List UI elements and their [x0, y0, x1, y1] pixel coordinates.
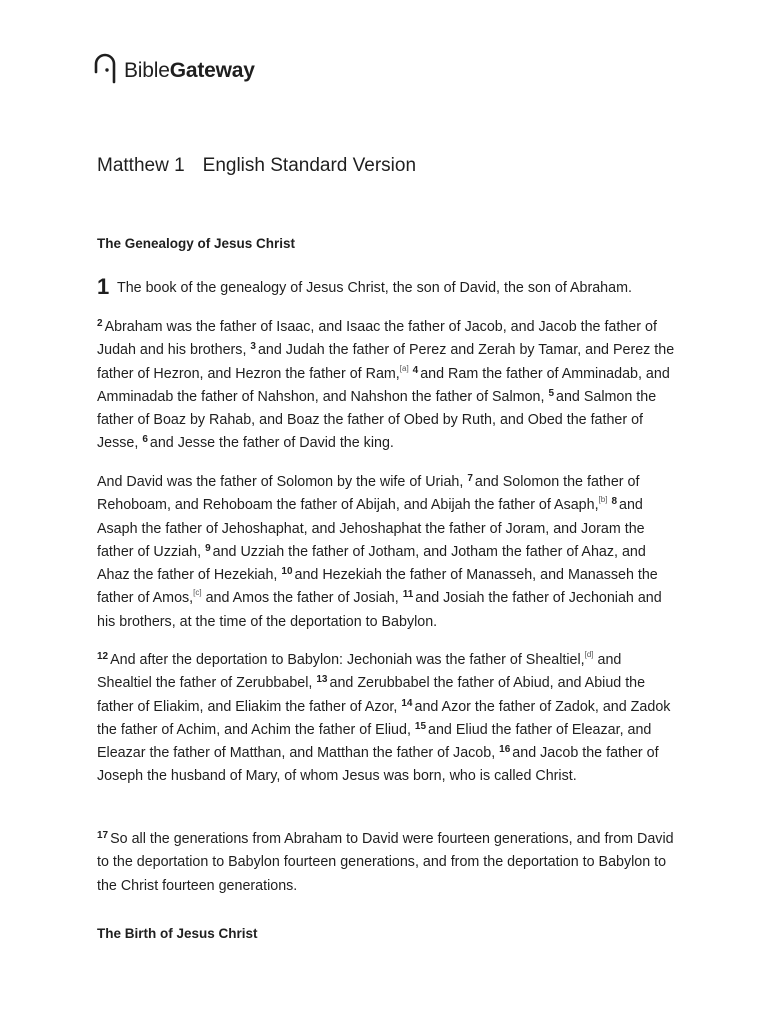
verse-text-2: Abraham was the father of Isaac, and Isaac the father of Jacob, and Jacob the father of Judah and his brothers, — [97, 319, 657, 359]
verse-number-12: 12 — [97, 651, 109, 662]
verse-number-17: 17 — [97, 830, 109, 841]
verse-text-12b: and Shealtiel the father of Zerubbabel, — [97, 652, 622, 692]
verse-text-1: The book of the genealogy of Jesus Christ, the son of David, the son of Abraham. — [116, 280, 632, 296]
verse-text-11: and Josiah the father of Jechoniah and his brothers, at the time of the deportation to Babylon. — [97, 590, 662, 630]
footnote-c-link[interactable]: [c] — [193, 588, 202, 598]
verse-paragraph-3 — [97, 471, 675, 634]
verse-text-10: and Hezekiah the father of Manasseh, and Manasseh the father of Amos, — [97, 567, 658, 607]
verse-text-8: and Asaph the father of Jehoshaphat, and Jehoshaphat the father of Joram, and Joram the father of Uzziah, — [97, 497, 645, 560]
footnote-b-link[interactable]: [b] — [598, 495, 608, 505]
verse-text-9: and Uzziah the father of Jotham, and Jotham the father of Ahaz, and Ahaz the father of Hezekiah, — [97, 543, 646, 584]
verse-text-17: So all the generations from Abraham to David were fourteen generations, and from David to the deportation to Babylon fourteen generations, and from the deportation to Babylon to the Christ fourteen generations. — [97, 831, 674, 894]
verse-text-13: and Zerubbabel the father of Abiud, and Abiud the father of Eliakim, and Eliakim the father of Azor, — [97, 675, 646, 715]
brand-name-bold: Gateway — [169, 59, 255, 82]
verse-paragraph-2 — [97, 316, 675, 456]
verse-paragraph-5 — [97, 828, 675, 898]
verse-number-3: 3 — [250, 341, 256, 353]
verse-text-3: and Judah the father of Perez and Zerah by Tamar, and Perez the father of Hezron, and Hezron the father of Ram, — [97, 342, 675, 382]
verse-text-16: and Jacob the father of Joseph the husband of Mary, of whom Jesus was born, who is called Christ. — [97, 745, 659, 785]
verse-text-4: and Ram the father of Amminadab, and Amminadab the father of Nahshon, and Nahshon the father of Salmon, — [97, 365, 670, 405]
verse-number-10: 10 — [281, 566, 293, 578]
footnote-a-link[interactable]: [a] — [399, 363, 409, 373]
section-heading-genealogy: The Genealogy of Jesus Christ — [97, 236, 296, 251]
passage-reference: Matthew 1 — [97, 155, 185, 176]
verse-number-6: 6 — [142, 434, 148, 446]
brand-name — [124, 58, 255, 84]
verse-paragraph-1 — [97, 275, 675, 300]
chapter-number: 1 — [97, 274, 110, 299]
verse-text-5: and Salmon the father of Boaz by Rahab, and Boaz the father of Obed by Ruth, and Obed the father of Jesse, — [97, 388, 657, 452]
verse-number-15: 15 — [414, 720, 427, 732]
verse-number-7: 7 — [467, 473, 473, 484]
verse-text-10b: and Amos the father of Josiah, — [205, 590, 399, 607]
verse-text-15: and Eliud the father of Eleazar, and Eleazar the father of Matthan, and Matthan the father of Jacob, — [97, 721, 652, 762]
biblegateway-logo-icon — [92, 52, 118, 84]
verse-number-14: 14 — [401, 697, 413, 709]
verse-paragraph-4 — [97, 649, 675, 789]
verse-text-6b: And David was the father of Solomon by the wife of Uriah, — [97, 474, 464, 490]
verse-number-5: 5 — [548, 387, 555, 399]
footnote-d-link[interactable]: [d] — [584, 650, 594, 659]
brand-name-light: Bible — [124, 59, 170, 82]
verse-number-4: 4 — [412, 364, 419, 376]
verse-text-12: And after the deportation to Babylon: Jechoniah was the father of Shealtiel, — [110, 652, 585, 668]
page-title — [97, 155, 416, 177]
verse-number-11: 11 — [402, 589, 414, 601]
verse-number-16: 16 — [499, 744, 511, 756]
verse-number-9: 9 — [205, 542, 211, 554]
verse-text-14: and Azor the father of Zadok, and Zadok the father of Achim, and Achim the father of Eliud, — [97, 698, 671, 738]
bible-version: English Standard Version — [202, 155, 417, 176]
verse-text-6: and Jesse the father of David the king. — [149, 435, 394, 452]
verse-text-7: and Solomon the father of Rehoboam, and Rehoboam the father of Abijah, and Abijah the father of Asaph, — [97, 474, 640, 514]
verse-number-8: 8 — [611, 496, 617, 508]
verse-number-2: 2 — [97, 318, 103, 329]
section-heading-birth: The Birth of Jesus Christ — [97, 926, 258, 941]
biblegateway-logo[interactable] — [92, 52, 255, 84]
verse-number-13: 13 — [316, 674, 328, 686]
